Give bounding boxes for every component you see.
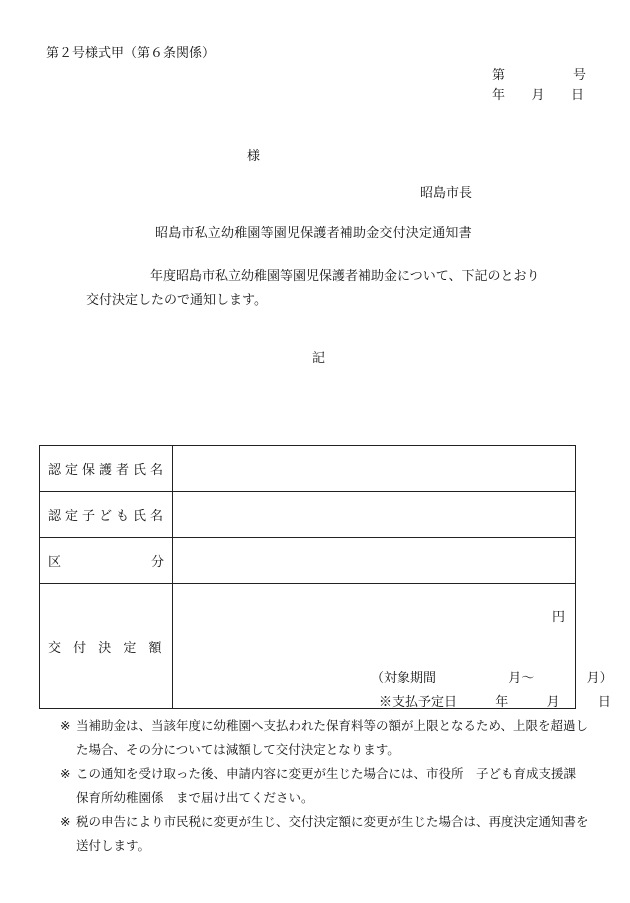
date-year: 年 xyxy=(492,88,506,103)
sender: 昭島市長 xyxy=(420,186,473,201)
table-row xyxy=(40,492,576,538)
form-number: 第２号様式甲（第６条関係） xyxy=(46,46,216,61)
guardian-name-label: 認定保護者氏名 xyxy=(40,446,173,492)
guardian-name-value xyxy=(173,446,576,492)
table-row xyxy=(40,538,576,584)
period-month-from: 月～ xyxy=(508,671,535,686)
note-item: ※ 当補助金は、当該年度に幼稚園へ支払われた保育料等の額が上限となるため、上限を超過した場合、その分については減額して交付決定となります。 xyxy=(60,718,589,757)
yen-unit: 円 xyxy=(551,610,565,625)
scheduled-payment-date xyxy=(379,691,611,710)
ki-heading: 記 xyxy=(312,351,326,366)
grant-amount-label: 交 付 決 定 額 xyxy=(40,584,173,709)
payday-month: 月 xyxy=(546,695,560,710)
document-title: 昭島市私立幼稚園等園児保護者補助金交付決定通知書 xyxy=(155,226,472,241)
category-label xyxy=(40,538,173,584)
notes xyxy=(60,714,590,858)
child-name-value xyxy=(173,492,576,538)
document-number-line xyxy=(492,64,586,83)
period-open: （対象期間 xyxy=(371,671,437,686)
body-line-2: 交付決定したので通知します。 xyxy=(86,293,267,308)
table-row xyxy=(40,446,576,492)
grant-amount-value xyxy=(173,584,613,710)
payday-year: 年 xyxy=(495,695,509,710)
target-period xyxy=(371,667,613,686)
number-prefix: 第 xyxy=(492,68,506,83)
child-name-label: 認定子ども氏名 xyxy=(40,492,173,538)
date-month: 月 xyxy=(531,88,545,103)
table-row xyxy=(40,584,576,709)
grant-table xyxy=(39,445,613,710)
issue-date-line xyxy=(492,84,584,103)
number-suffix: 号 xyxy=(572,68,586,83)
payday-day: 日 xyxy=(597,695,611,710)
category-label-right: 分 xyxy=(150,555,164,570)
period-month-to: 月） xyxy=(586,671,613,686)
date-day: 日 xyxy=(570,88,584,103)
note-item: ※ この通知を受け取った後、申請内容に変更が生じた場合には、市役所 子ども育成支援課 保育所幼稚園係 まで届け出てください。 xyxy=(60,766,589,805)
payday-label: ※支払予定日 xyxy=(379,695,458,710)
note-item: ※ 税の申告により市民税に変更が生じ、交付決定額に変更が生じた場合は、再度決定通知書を送付します。 xyxy=(60,814,589,853)
category-value xyxy=(173,538,576,584)
addressee-suffix: 様 xyxy=(247,149,261,164)
category-label-left: 区 xyxy=(48,555,62,570)
body-line-1: 年度昭島市私立幼稚園等園児保護者補助金について、下記のとおり xyxy=(150,269,540,284)
